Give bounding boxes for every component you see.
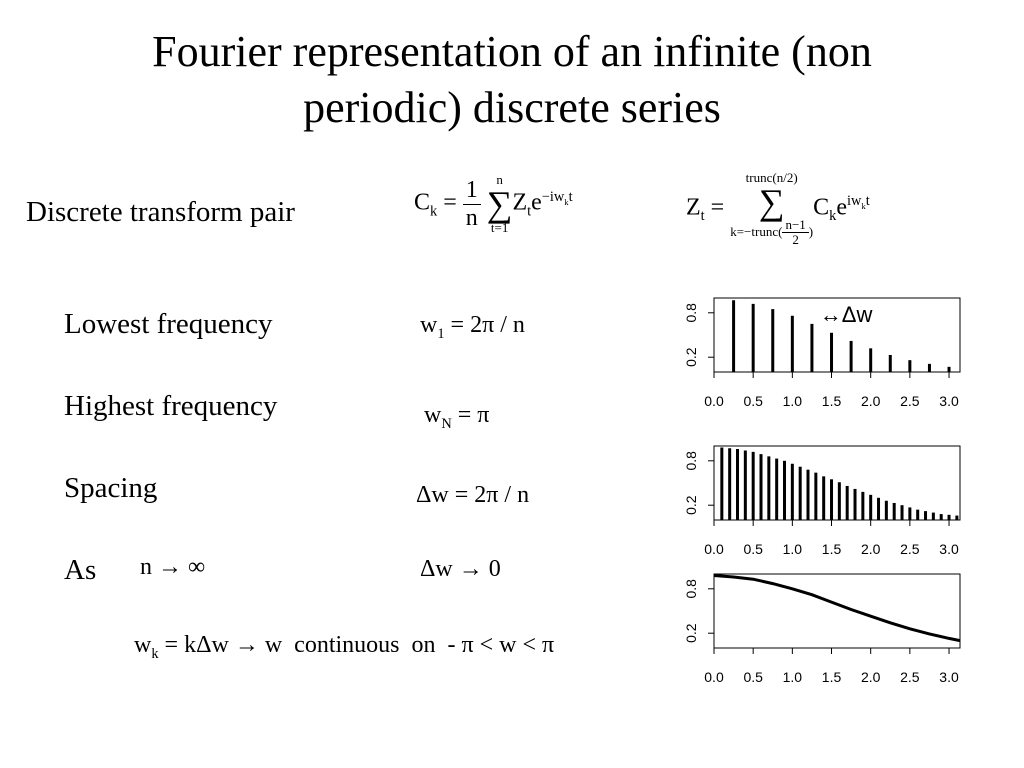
w1-subscript: 1 bbox=[437, 325, 445, 342]
x-tick-label: 2.5 bbox=[900, 541, 920, 557]
as-label: As bbox=[64, 554, 97, 586]
chart-bars-fine bbox=[670, 438, 970, 568]
ck-symbol: C bbox=[414, 189, 431, 216]
sum-top: n bbox=[496, 172, 503, 187]
wk-subscript: k bbox=[151, 645, 159, 662]
slide-title bbox=[0, 24, 1024, 136]
x-tick-label: 3.0 bbox=[939, 541, 959, 557]
x-tick-label: 0.0 bbox=[704, 669, 724, 685]
x-tick-label: 0.5 bbox=[743, 669, 763, 685]
wn-rhs: = π bbox=[457, 402, 490, 428]
dw-to-zero: Δw → 0 bbox=[420, 556, 501, 582]
x-tick-label: 0.5 bbox=[743, 541, 763, 557]
equals-sign: = bbox=[443, 189, 457, 216]
e-symbol: e bbox=[531, 189, 542, 216]
sum2-bottom-den: 2 bbox=[792, 232, 799, 248]
sum2-top: trunc(n/2) bbox=[745, 170, 798, 185]
title-line-1: Fourier representation of an infinite (non bbox=[152, 27, 872, 76]
x-tick-label: 0.0 bbox=[704, 393, 724, 409]
exponent-2-sub: k bbox=[861, 201, 866, 212]
highest-frequency-label: Highest frequency bbox=[64, 390, 278, 422]
exponent-1-tail: t bbox=[568, 188, 573, 205]
x-tick-label: 0.5 bbox=[743, 393, 763, 409]
sum2-bottom: k=−trunc bbox=[730, 223, 779, 239]
w1-symbol: w bbox=[420, 312, 438, 338]
equals-sign-2: = bbox=[710, 194, 725, 221]
sum-symbol: n ∑ t=1 bbox=[486, 172, 513, 235]
x-tick-label: 2.0 bbox=[860, 669, 881, 685]
title-line-2: periodic) discrete series bbox=[303, 83, 721, 132]
c-symbol: C bbox=[813, 194, 830, 221]
x-tick-label: 1.0 bbox=[782, 541, 803, 557]
y-tick-label: 0.8 bbox=[683, 451, 699, 471]
y-tick-label: 0.8 bbox=[683, 579, 699, 599]
exponent-1-sub: k bbox=[564, 196, 569, 207]
spacing-equation: Δw = 2π / n bbox=[416, 482, 530, 508]
z-subscript: t bbox=[527, 203, 532, 220]
w1-rhs: = 2π / n bbox=[450, 312, 525, 338]
x-tick-label: 1.5 bbox=[821, 541, 842, 557]
one-over-n bbox=[463, 177, 481, 231]
frac-den: n bbox=[465, 204, 478, 231]
sum-bottom: t=1 bbox=[490, 220, 509, 235]
x-tick-label: 1.5 bbox=[821, 669, 842, 685]
x-tick-label: 1.5 bbox=[821, 393, 842, 409]
y-tick-label: 0.2 bbox=[683, 623, 699, 643]
x-tick-label: 2.0 bbox=[860, 393, 881, 409]
wk-rhs: = kΔw → w continuous on - π < w < π bbox=[164, 632, 555, 658]
spacing-label: Spacing bbox=[64, 472, 158, 504]
sum-symbol-2: trunc(n/2) ∑ k=−trunc( $\frac{n-1}{2}$ ) bbox=[730, 170, 814, 248]
zt-subscript: t bbox=[700, 208, 705, 225]
y-tick-label: 0.2 bbox=[683, 495, 699, 515]
wk-symbol: w bbox=[134, 632, 152, 658]
zt-equation bbox=[686, 170, 870, 248]
c-subscript: k bbox=[829, 208, 837, 225]
e-symbol-2: e bbox=[836, 194, 847, 221]
plot-frame bbox=[714, 446, 960, 520]
chart-bars-coarse bbox=[670, 290, 970, 420]
wn-equation bbox=[424, 402, 489, 433]
x-tick-label: 1.0 bbox=[782, 393, 803, 409]
sum2-bottom-num: n−1 bbox=[782, 218, 808, 233]
x-tick-label: 3.0 bbox=[939, 393, 959, 409]
plot-frame bbox=[714, 574, 960, 648]
zt-symbol: Z bbox=[686, 194, 701, 221]
x-tick-label: 3.0 bbox=[939, 669, 959, 685]
x-tick-label: 2.5 bbox=[900, 393, 920, 409]
wn-symbol: w bbox=[424, 402, 442, 428]
x-tick-label: 2.5 bbox=[900, 669, 920, 685]
y-tick-label: 0.8 bbox=[683, 303, 699, 323]
z-symbol: Z bbox=[512, 189, 528, 216]
series-line bbox=[714, 576, 960, 641]
chart-line-continuous bbox=[670, 566, 970, 696]
x-tick-label: 1.0 bbox=[782, 669, 803, 685]
exponent-2-tail: t bbox=[865, 193, 870, 210]
exponent-2: iw bbox=[847, 193, 862, 210]
x-tick-label: 2.0 bbox=[860, 541, 881, 557]
x-tick-label: 0.0 bbox=[704, 541, 724, 557]
y-tick-label: 0.2 bbox=[683, 347, 699, 367]
frac-num: 1 bbox=[463, 177, 481, 204]
transform-pair-label: Discrete transform pair bbox=[26, 196, 295, 228]
delta-w-annotation: ↔Δw bbox=[819, 302, 873, 327]
n-to-infinity: n → ∞ bbox=[140, 554, 206, 580]
ck-subscript: k bbox=[430, 203, 438, 220]
wk-equation bbox=[134, 632, 554, 663]
w1-equation bbox=[420, 312, 525, 343]
wn-subscript: N bbox=[441, 415, 452, 432]
exponent-1: −iw bbox=[541, 188, 565, 205]
lowest-frequency-label: Lowest frequency bbox=[64, 308, 273, 340]
ck-equation bbox=[414, 172, 573, 236]
